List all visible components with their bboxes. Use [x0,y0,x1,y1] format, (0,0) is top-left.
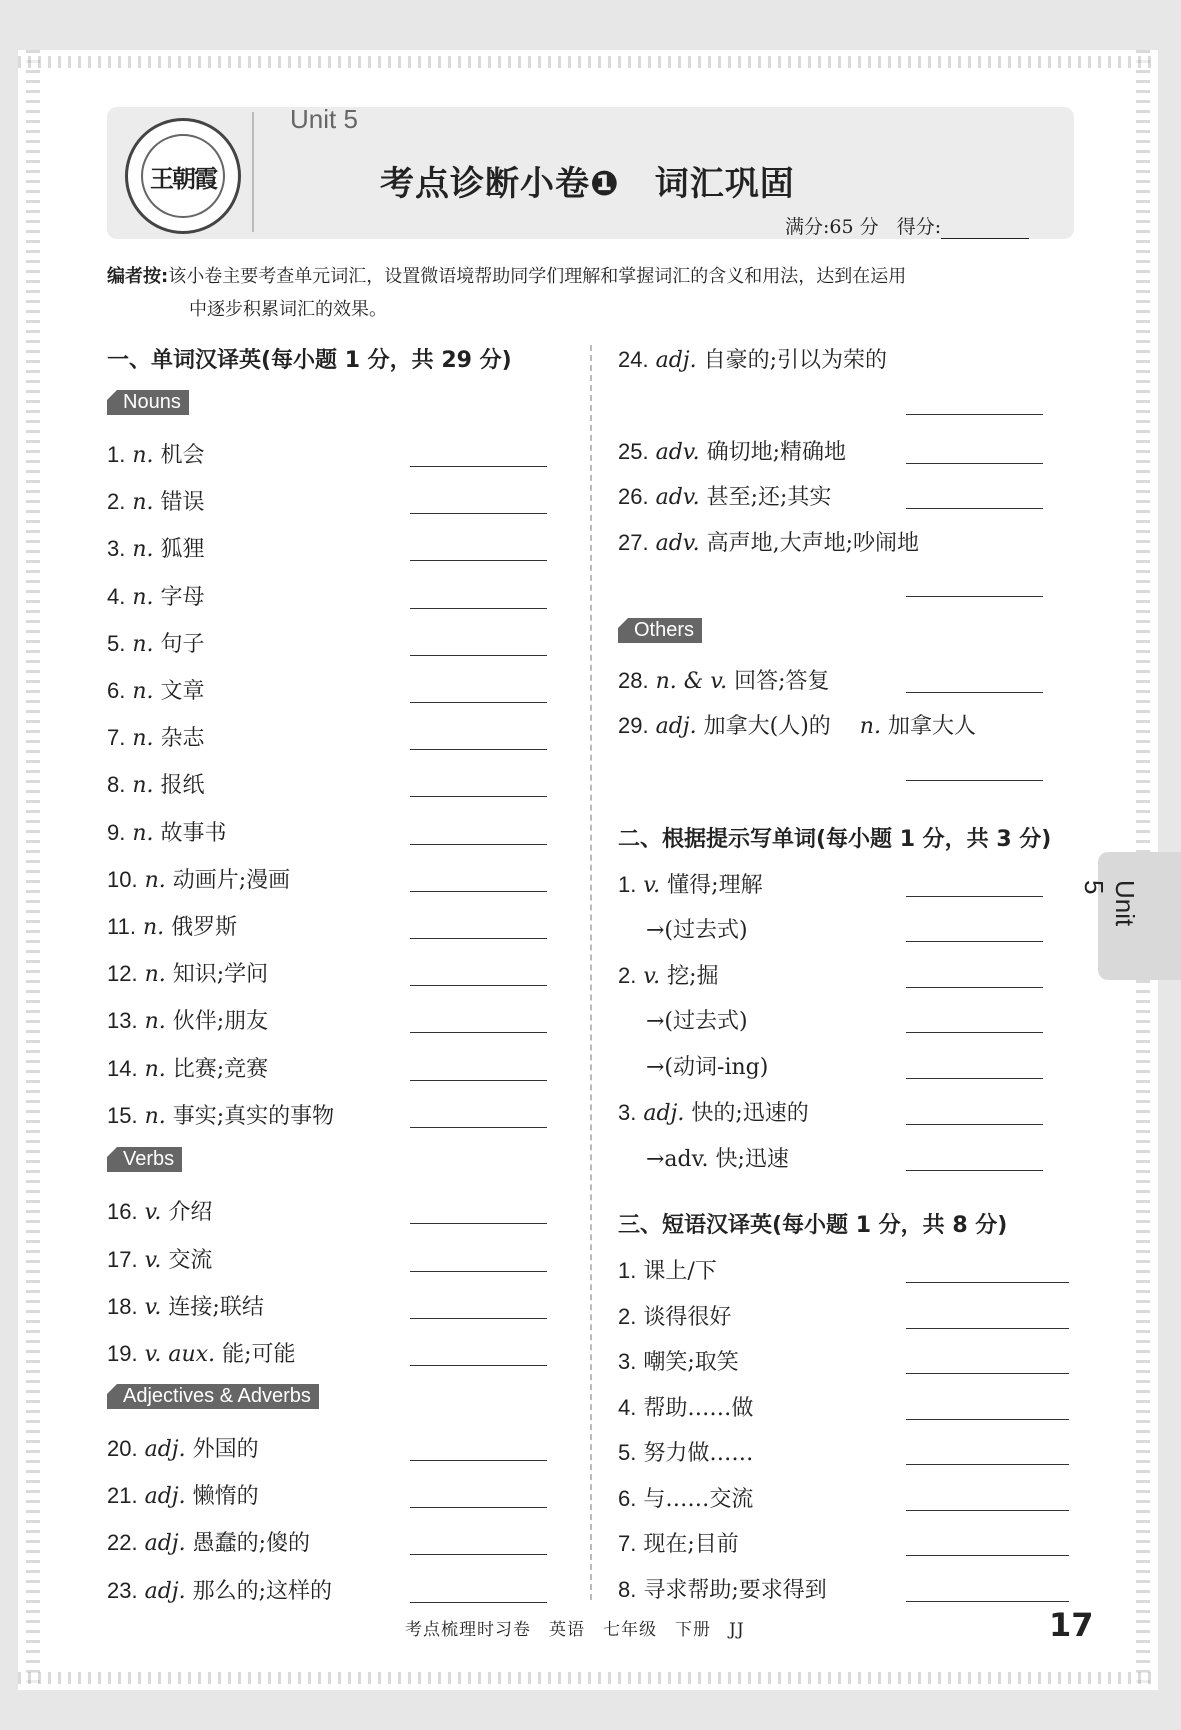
chinese-meaning: 愚蠢的;傻的 [192,1531,311,1556]
vocab-item [646,1004,748,1035]
answer-blank[interactable] [410,1222,547,1224]
item-number: 2. [107,489,126,514]
vocab-item [107,674,205,705]
answer-blank[interactable] [410,1126,547,1128]
part-of-speech: adj. [144,1531,186,1556]
part-of-speech: adj. [144,1437,186,1462]
part-of-speech: n. [144,1057,166,1082]
item-number: 3. [618,1100,637,1125]
chinese-meaning: 懂得;理解 [667,873,763,898]
answer-blank[interactable] [410,1079,547,1081]
vocab-item [618,1300,731,1331]
part-of-speech: adj. [643,1101,685,1126]
vocab-item [107,910,237,941]
editor-note [107,260,1082,326]
answer-blank[interactable] [410,512,547,514]
part-of-speech: v. [144,1248,162,1273]
answer-blank[interactable] [410,607,547,609]
vocab-item [618,480,831,511]
item-number: 8. [618,1577,637,1602]
answer-blank[interactable] [906,691,1043,693]
chinese-meaning: 句子 [160,632,205,657]
chinese-meaning: 甚至;还;其实 [706,485,832,510]
part-of-speech: v. [643,964,661,989]
part-of-speech-2: n. [859,714,881,739]
chinese-meaning: 挖;掘 [667,964,719,989]
chinese-meaning: 努力做…… [643,1441,754,1466]
wavy-border-top [18,56,1158,68]
answer-blank[interactable] [906,1281,1069,1283]
answer-blank[interactable] [906,1169,1043,1171]
part-of-speech: n. [144,868,166,893]
vocab-item [107,438,205,469]
vocab-item [107,1243,212,1274]
item-number: 27. [618,530,649,555]
chinese-meaning: 确切地;精确地 [706,440,847,465]
answer-blank[interactable] [906,940,1043,942]
column-divider [590,345,592,1600]
vocab-item [107,1004,268,1035]
answer-blank[interactable] [906,1372,1069,1374]
answer-blank[interactable] [410,748,547,750]
chinese-meaning: 伙伴;朋友 [172,1009,269,1034]
item-number: 26. [618,484,649,509]
chinese-meaning: 能;可能 [222,1342,296,1367]
answer-blank[interactable] [906,986,1043,988]
vocab-item [107,1337,296,1368]
chinese-meaning: 现在;目前 [643,1532,739,1557]
vocab-item [107,627,205,658]
header-divider [252,112,254,232]
vocab-item [107,721,205,752]
answer-blank[interactable] [906,895,1043,897]
derived-form: →(动词-ing) [646,1055,769,1080]
score-label: 得分: [896,216,942,238]
vocab-item [618,1096,809,1127]
item-number: 4. [107,584,126,609]
item-number: 8. [107,772,126,797]
item-number: 12. [107,961,138,986]
category-tag: Verbs [107,1147,182,1172]
answer-blank[interactable] [906,1031,1043,1033]
item-number: 16. [107,1199,138,1224]
item-number: 25. [618,439,649,464]
item-number: 7. [618,1531,637,1556]
vocab-item [107,1099,334,1130]
vocab-item [107,1479,259,1510]
part-of-speech: v. [643,873,661,898]
page-number: 17 [1049,1606,1094,1644]
part-of-speech: n. [132,821,154,846]
part-of-speech: n. [132,443,154,468]
part-of-speech: n. [132,537,154,562]
chinese-meaning: 报纸 [160,773,205,798]
chinese-meaning: 字母 [160,585,205,610]
item-number: 1. [618,872,637,897]
part-of-speech: adj. [655,714,697,739]
vocab-item [107,863,290,894]
vocab-item [618,1345,739,1376]
chinese-meaning: 嘲笑;取笑 [643,1350,739,1375]
part-of-speech: n. [132,632,154,657]
chinese-meaning: 课上/下 [643,1259,717,1284]
part-of-speech: adj. [144,1484,186,1509]
part-of-speech: n. [144,1104,166,1129]
answer-blank[interactable] [410,890,547,892]
chinese-meaning: 谈得很好 [643,1305,732,1330]
part-of-speech: adv. [655,485,700,510]
vocab-item [646,913,748,944]
part-of-speech: v. [144,1295,162,1320]
item-number: 11. [107,914,136,939]
chinese-meaning-2: 加拿大人 [887,714,976,739]
item-number: 9. [107,820,126,845]
item-number: 13. [107,1008,138,1033]
answer-blank[interactable] [410,984,547,986]
chinese-meaning: 那么的;这样的 [192,1579,333,1604]
vocab-item [618,526,919,557]
part-of-speech: n. [142,915,165,940]
derived-form: →(过去式) [646,1009,748,1034]
note-line1: 该小卷主要考查单元词汇，设置微语境帮助同学们理解和掌握词汇的含义和用法，达到在运用 [168,266,907,287]
vocab-item [618,1482,753,1513]
part-of-speech: n. [132,585,154,610]
item-number: 21. [107,1483,138,1508]
item-number: 18. [107,1294,138,1319]
chinese-meaning: 知识;学问 [172,962,269,987]
chinese-meaning: 故事书 [160,821,227,846]
part-of-speech: n. & v. [655,669,728,694]
chinese-meaning: 高声地,大声地;吵闹地 [706,531,920,556]
vocab-item [618,709,976,740]
part-of-speech: v. aux. [144,1342,216,1367]
chinese-meaning: 快的;迅速的 [691,1101,809,1126]
item-number: 19. [107,1341,138,1366]
vocab-item [618,1436,753,1467]
chinese-meaning: 懒惰的 [192,1484,259,1509]
answer-blank[interactable] [410,559,547,561]
item-number: 2. [618,1304,637,1329]
answer-blank[interactable] [410,701,547,703]
part-of-speech: n. [132,679,154,704]
chinese-meaning: 介绍 [168,1200,213,1225]
answer-blank[interactable] [410,654,547,656]
chinese-meaning: 俄罗斯 [171,915,238,940]
vocab-item [618,664,830,695]
vocab-item [646,1142,789,1173]
chinese-meaning: 文章 [160,679,205,704]
answer-blank[interactable] [410,1031,547,1033]
vocab-item [107,957,268,988]
item-number: 4. [618,1395,637,1420]
part-of-speech: n. [132,773,154,798]
unit-label: Unit 5 [290,104,358,134]
section-3-title: 三、短语汉译英(每小题 1 分，共 8 分) [618,1213,1008,1238]
answer-blank[interactable] [410,1270,547,1272]
answer-blank[interactable] [906,1123,1043,1125]
item-number: 3. [107,536,126,561]
vocab-item [107,1290,264,1321]
item-number: 14. [107,1056,138,1081]
part-of-speech: adj. [144,1579,186,1604]
chinese-meaning: 回答;答复 [734,669,830,694]
vocab-item [646,1050,768,1081]
answer-blank[interactable] [410,1364,547,1366]
chinese-meaning: 与……交流 [643,1487,754,1512]
item-number: 24. [618,347,649,372]
logo-text: 王朝霞 [150,164,216,193]
full-score: 满分:65 分 [785,216,879,238]
vocab-item [107,768,205,799]
item-number: 23. [107,1578,138,1603]
item-number: 1. [618,1258,637,1283]
vocab-item [618,343,887,374]
vocab-item [618,435,846,466]
vocab-item [107,1432,259,1463]
vocab-item [618,959,719,990]
item-number: 3. [618,1349,637,1374]
answer-blank[interactable] [410,1317,547,1319]
part-of-speech: adv. [655,531,700,556]
part-of-speech: n. [132,490,154,515]
vocab-item [618,1527,739,1558]
answer-blank[interactable] [906,1418,1069,1420]
derived-form: →(过去式) [646,918,748,943]
score-blank[interactable] [941,222,1029,239]
answer-blank[interactable] [410,795,547,797]
chinese-meaning: 加拿大(人)的 [703,714,831,739]
section-2-title: 二、根据提示写单词(每小题 1 分，共 3 分) [618,827,1052,852]
item-number: 5. [107,631,126,656]
item-number: 10. [107,867,138,892]
item-number: 7. [107,725,126,750]
chinese-meaning: 错误 [160,490,205,515]
item-number: 1. [107,442,126,467]
footer-text: 考点梳理时习卷 英语 七年级 下册 JJ [405,1620,745,1640]
answer-blank[interactable] [410,1459,547,1461]
vocab-item [107,580,205,611]
chinese-meaning: 狐狸 [160,537,205,562]
part-of-speech: adj. [655,348,697,373]
chinese-meaning: 寻求帮助;要求得到 [643,1578,827,1603]
vocab-item [107,816,227,847]
note-line2: 中逐步积累词汇的效果。 [189,299,387,320]
part-of-speech: v. [144,1200,162,1225]
vocab-item [618,868,763,899]
category-tag: Others [618,618,702,643]
answer-blank[interactable] [906,1077,1043,1079]
chinese-meaning: 自豪的;引以为荣的 [703,348,888,373]
score-info [785,212,1029,239]
answer-blank[interactable] [410,1553,547,1555]
chinese-meaning: 帮助……做 [643,1396,754,1421]
vocab-item [107,1574,332,1605]
side-unit-text: Unit 5 [1079,880,1140,927]
answer-blank[interactable] [906,462,1043,464]
wavy-border-left [26,50,40,1690]
category-tag: Adjectives & Adverbs [107,1384,319,1409]
vocab-item [618,1391,753,1422]
answer-blank[interactable] [906,595,1043,597]
answer-blank[interactable] [906,413,1043,415]
answer-blank[interactable] [906,507,1043,509]
item-number: 20. [107,1436,138,1461]
part-of-speech: adv. [655,440,700,465]
chinese-meaning: 交流 [168,1248,213,1273]
item-number: 6. [107,678,126,703]
brand-logo [125,118,241,234]
part-of-speech: n. [144,1009,166,1034]
derived-form: →adv. 快;迅速 [646,1147,789,1172]
answer-blank[interactable] [906,1509,1069,1511]
answer-blank[interactable] [410,937,547,939]
vocab-item [107,1052,268,1083]
chinese-meaning: 机会 [160,443,205,468]
item-number: 2. [618,963,637,988]
chinese-meaning: 外国的 [192,1437,259,1462]
page-title: 考点诊断小卷❶ 词汇巩固 [380,164,795,204]
answer-blank[interactable] [906,779,1043,781]
wavy-border-bottom [18,1672,1158,1684]
category-tag: Nouns [107,390,189,415]
answer-blank[interactable] [410,1506,547,1508]
vocab-item [107,1195,212,1226]
section-1-title: 一、单词汉译英(每小题 1 分，共 29 分) [107,348,512,373]
part-of-speech: n. [144,962,166,987]
answer-blank[interactable] [410,1601,547,1603]
chinese-meaning: 事实;真实的事物 [172,1104,335,1129]
vocab-item [107,532,205,563]
answer-blank[interactable] [410,465,547,467]
item-number: 28. [618,668,649,693]
item-number: 5. [618,1440,637,1465]
answer-blank[interactable] [906,1463,1069,1465]
item-number: 29. [618,713,649,738]
chinese-meaning: 连接;联结 [168,1295,264,1320]
item-number: 15. [107,1103,138,1128]
answer-blank[interactable] [906,1327,1069,1329]
chinese-meaning: 杂志 [160,726,205,751]
part-of-speech: n. [132,726,154,751]
answer-blank[interactable] [906,1554,1069,1556]
answer-blank[interactable] [906,1600,1069,1602]
item-number: 6. [618,1486,637,1511]
answer-blank[interactable] [410,843,547,845]
note-label: 编者按: [107,266,169,287]
chinese-meaning: 比赛;竞赛 [172,1057,269,1082]
item-number: 22. [107,1530,138,1555]
item-number: 17. [107,1247,138,1272]
vocab-item [107,1526,310,1557]
vocab-item [107,485,205,516]
chinese-meaning: 动画片;漫画 [172,868,291,893]
vocab-item [618,1573,827,1604]
vocab-item [618,1254,717,1285]
